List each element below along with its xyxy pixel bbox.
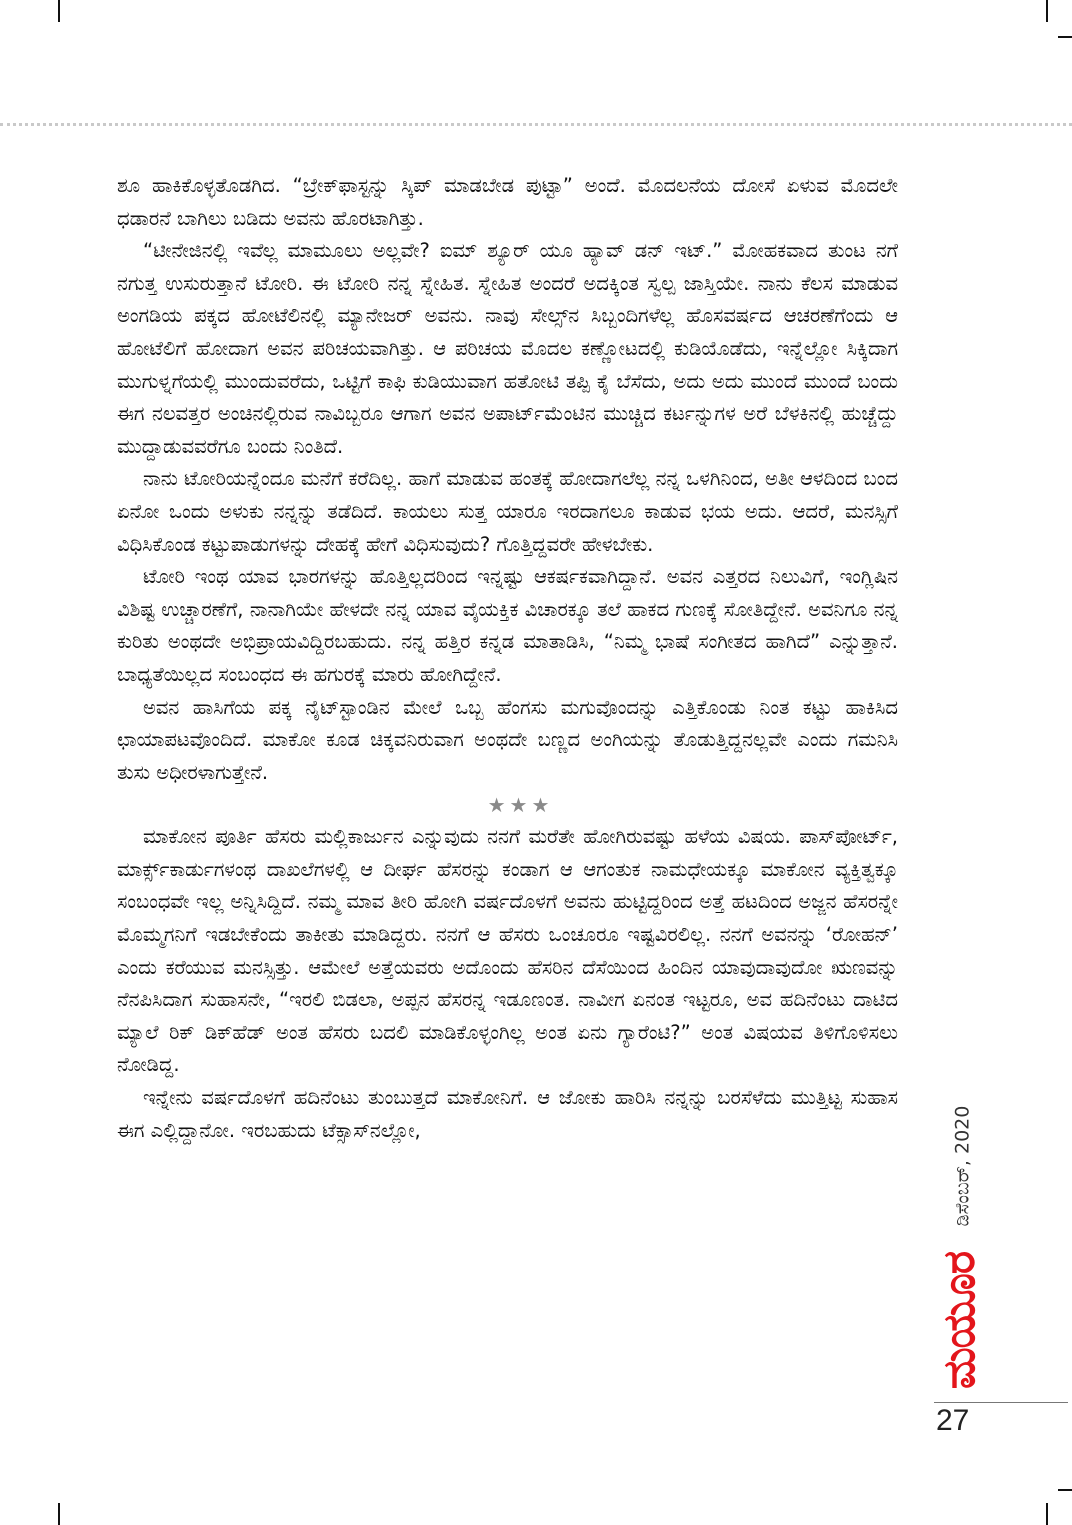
issue-date <box>942 1086 982 1246</box>
magazine-logo <box>934 1245 986 1395</box>
article-paragraph: ಅವನ ಹಾಸಿಗೆಯ ಪಕ್ಕ ನೈಟ್‌ಸ್ಟಾಂಡಿನ ಮೇಲೆ ಒಬ್ಬ ಹೆಂಗಸು ಮಗುವೊಂದನ್ನು ಎತ್ತಿಕೊಂಡು ನಿಂತ ಕಟ್ಟು ಹಾಕಿಸಿದ ಛಾಯಾಪಟವೊಂದಿದೆ. ಮಾಕೋ ಕೂಡ ಚಿಕ್ಕವನಿರುವಾಗ ಅಂಥದೇ ಬಣ್ಣದ ಅಂಗಿಯನ್ನು ತೊಡುತ್ತಿದ್ದನಲ್ಲವೇ ಎಂದು ಗಮನಿಸಿ ತುಸು ಅಧೀರಳಾಗುತ್ತೇನೆ. <box>117 695 898 784</box>
issue-date-text: ಡಿಸೆಂಬರ್, 2020 <box>951 1105 973 1227</box>
magazine-logo-text: ಮಯೂರ <box>934 1251 986 1389</box>
crop-mark-top-left <box>58 0 60 22</box>
section-separator-stars: ★★★ <box>487 793 554 818</box>
article-paragraph: ನಾನು ಟೋರಿಯನ್ನೆಂದೂ ಮನೆಗೆ ಕರೆದಿಲ್ಲ. ಹಾಗೆ ಮಾಡುವ ಹಂತಕ್ಕೆ ಹೋದಾಗಲೆಲ್ಲ ನನ್ನ ಒಳಗಿನಿಂದ, ಅತೀ ಆಳದಿಂದ ಬಂದ ಏನೋ ಒಂದು ಅಳುಕು ನನ್ನನ್ನು ತಡೆದಿದೆ. ಕಾಯಲು ಸುತ್ತ ಯಾರೂ ಇರದಾಗಲೂ ಕಾಡುವ ಭಯ ಅದು. ಆದರೆ, ಮನಸ್ಸಿಗೆ ವಿಧಿಸಿಕೊಂಡ ಕಟ್ಟುಪಾಡುಗಳನ್ನು ದೇಹಕ್ಕೆ ಹೇಗೆ ವಿಧಿಸುವುದು? ಗೊತ್ತಿದ್ದವರೇ ಹೇಳಬೇಕು. <box>117 467 898 556</box>
header-dotted-divider <box>0 123 1072 126</box>
article-paragraph: ಶೂ ಹಾಕಿಕೊಳ್ಳತೊಡಗಿದ. “ಬ್ರೇಕ್‌ಫಾಸ್ಟನ್ನು ಸ್ಕಿಪ್ ಮಾಡಬೇಡ ಪುಟ್ಟಾ” ಅಂದೆ. ಮೊದಲನೆಯ ದೋಸೆ ಏಳುವ ಮೊದಲೇ ಧಡಾರನೆ ಬಾಗಿಲು ಬಡಿದು ಅವನು ಹೊರಟಾಗಿತ್ತು. <box>117 174 898 230</box>
crop-mark-right-lower <box>1058 1489 1072 1491</box>
crop-mark-top-right <box>1046 0 1048 22</box>
crop-mark-bottom-right <box>1046 1503 1048 1525</box>
article-paragraph: ಟೋರಿ ಇಂಥ ಯಾವ ಭಾರಗಳನ್ನು ಹೊತ್ತಿಲ್ಲದರಿಂದ ಇನ್ನಷ್ಟು ಆಕರ್ಷಕವಾಗಿದ್ದಾನೆ. ಅವನ ಎತ್ತರದ ನಿಲುವಿಗೆ, ಇಂಗ್ಲಿಷಿನ ವಿಶಿಷ್ಟ ಉಚ್ಚಾರಣೆಗೆ, ನಾನಾಗಿಯೇ ಹೇಳದೇ ನನ್ನ ಯಾವ ವೈಯಕ್ತಿಕ ವಿಚಾರಕ್ಕೂ ತಲೆ ಹಾಕದ ಗುಣಕ್ಕೆ ಸೋತಿದ್ದೇನೆ. ಅವನಿಗೂ ನನ್ನ ಕುರಿತು ಅಂಥದೇ ಅಭಿಪ್ರಾಯವಿದ್ದಿರಬಹುದು. ನನ್ನ ಹತ್ತಿರ ಕನ್ನಡ ಮಾತಾಡಿಸಿ, “ನಿಮ್ಮ ಭಾಷೆ ಸಂಗೀತದ ಹಾಗಿದೆ” ಎನ್ನುತ್ತಾನೆ. ಬಾಧ್ಯತೆಯಿಲ್ಲದ ಸಂಬಂಧದ ಈ ಹಗುರಕ್ಕೆ ಮಾರು ಹೋಗಿದ್ದೇನೆ. <box>117 565 898 686</box>
article-paragraph: ಮಾಕೋನ ಪೂರ್ತಿ ಹೆಸರು ಮಲ್ಲಿಕಾರ್ಜುನ ಎನ್ನುವುದು ನನಗೆ ಮರೆತೇ ಹೋಗಿರುವಷ್ಟು ಹಳೆಯ ವಿಷಯ. ಪಾಸ್‌ಪೋರ್ಟ್, ಮಾರ್ಕ್ಸ್‌ಕಾರ್ಡುಗಳಂಥ ದಾಖಲೆಗಳಲ್ಲಿ ಆ ದೀರ್ಘ ಹೆಸರನ್ನು ಕಂಡಾಗ ಆ ಆಗಂತುಕ ನಾಮಧೇಯಕ್ಕೂ ಮಾಕೋನ ವ್ಯಕ್ತಿತ್ವಕ್ಕೂ ಸಂಬಂಧವೇ ಇಲ್ಲ ಅನ್ನಿಸಿದ್ದಿದೆ. ನಮ್ಮ ಮಾವ ತೀರಿ ಹೋಗಿ ವರ್ಷದೊಳಗೆ ಅವನು ಹುಟ್ಟಿದ್ದರಿಂದ ಅತ್ತೆ ಹಟದಿಂದ ಅಜ್ಜನ ಹೆಸರನ್ನೇ ಮೊಮ್ಮಗನಿಗೆ ಇಡಬೇಕೆಂದು ತಾಕೀತು ಮಾಡಿದ್ದರು. ನನಗೆ ಆ ಹೆಸರು ಒಂಚೂರೂ ಇಷ್ಟವಿರಲಿಲ್ಲ. ನನಗೆ ಅವನನ್ನು ‘ರೋಹನ್’ ಎಂದು ಕರೆಯುವ ಮನಸ್ಸಿತ್ತು. ಆಮೇಲೆ ಅತ್ತೆಯವರು ಅದೊಂದು ಹೆಸರಿನ ದೆಸೆಯಿಂದ ಹಿಂದಿನ ಯಾವುದಾವುದೋ ಋಣವನ್ನು ನೆನಪಿಸಿದಾಗ ಸುಹಾಸನೇ, “ಇರಲಿ ಬಿಡಲಾ, ಅಪ್ಪನ ಹೆಸರನ್ನ ಇಡೂಣಂತ. ನಾವೀಗ ಏನಂತ ಇಟ್ಟರೂ, ಅವ ಹದಿನೆಂಟು ದಾಟಿದ ಮ್ಯಾಲೆ ರಿಕ್ ಡಿಕ್‌ಹೆಡ್ ಅಂತ ಹೆಸರು ಬದಲಿ ಮಾಡಿಕೊಳ್ಳಂಗಿಲ್ಲ ಅಂತ ಏನು ಗ್ಯಾರೆಂಟಿ?” ಅಂತ ವಿಷಯವ ತಿಳಿಗೊಳಿಸಲು ನೋಡಿದ್ದ. <box>117 825 898 1077</box>
article-paragraph: ಇನ್ನೇನು ವರ್ಷದೊಳಗೆ ಹದಿನೆಂಟು ತುಂಬುತ್ತದೆ ಮಾಕೋನಿಗೆ. ಆ ಜೋಕು ಹಾರಿಸಿ ನನ್ನನ್ನು ಬರಸೆಳೆದು ಮುತ್ತಿಟ್ಟ ಸುಹಾಸ ಈಗ ಎಲ್ಲಿದ್ದಾನೋ. ಇರಬಹುದು ಟೆಕ್ಸಾಸ್‌ನಲ್ಲೋ, <box>117 1086 898 1142</box>
crop-mark-right-upper <box>1058 36 1072 38</box>
article-paragraph: “ಟೀನೇಜಿನಲ್ಲಿ ಇವೆಲ್ಲ ಮಾಮೂಲು ಅಲ್ಲವೇ? ಐಮ್ ಶ್ಯೂರ್ ಯೂ ಹ್ಯಾವ್ ಡನ್ ಇಟ್.” ಮೋಹಕವಾದ ತುಂಟ ನಗೆ ನಗುತ್ತ ಉಸುರುತ್ತಾನೆ ಟೋರಿ. ಈ ಟೋರಿ ನನ್ನ ಸ್ನೇಹಿತ. ಸ್ನೇಹಿತ ಅಂದರೆ ಅದಕ್ಕಿಂತ ಸ್ವಲ್ಪ ಜಾಸ್ತಿಯೇ. ನಾನು ಕೆಲಸ ಮಾಡುವ ಅಂಗಡಿಯ ಪಕ್ಕದ ಹೋಟೆಲಿನಲ್ಲಿ ಮ್ಯಾನೇಜರ್ ಅವನು. ನಾವು ಸೇಲ್ಸ್‌ನ ಸಿಬ್ಬಂದಿಗಳೆಲ್ಲ ಹೊಸವರ್ಷದ ಆಚರಣೆಗೆಂದು ಆ ಹೋಟೆಲಿಗೆ ಹೋದಾಗ ಅವನ ಪರಿಚಯವಾಗಿತ್ತು. ಆ ಪರಿಚಯ ಮೊದಲ ಕಣ್ಣೋಟದಲ್ಲಿ ಕುಡಿಯೊಡೆದು, ಇನ್ನೆಲ್ಲೋ ಸಿಕ್ಕಿದಾಗ ಮುಗುಳ್ನಗೆಯಲ್ಲಿ ಮುಂದುವರೆದು, ಒಟ್ಟಿಗೆ ಕಾಫಿ ಕುಡಿಯುವಾಗ ಹತೋಟಿ ತಪ್ಪಿ ಕೈ ಬೆಸೆದು, ಅದು ಅದು ಮುಂದೆ ಮುಂದೆ ಬಂದು ಈಗ ನಲವತ್ತರ ಅಂಚಿನಲ್ಲಿರುವ ನಾವಿಬ್ಬರೂ ಆಗಾಗ ಅವನ ಅಪಾರ್ಟ್‌ಮೆಂಟಿನ ಮುಚ್ಚಿದ ಕರ್ಟನ್ನುಗಳ ಅರೆ ಬೆಳಕಿನಲ್ಲಿ ಹುಚ್ಚೆದ್ದು ಮುದ್ದಾಡುವವರೆಗೂ ಬಂದು ನಿಂತಿದೆ. <box>117 239 898 458</box>
page-number: 27 <box>936 1404 970 1437</box>
page-number-rule <box>934 1402 1068 1403</box>
crop-mark-bottom-left <box>58 1503 60 1525</box>
article-body <box>117 170 898 1147</box>
